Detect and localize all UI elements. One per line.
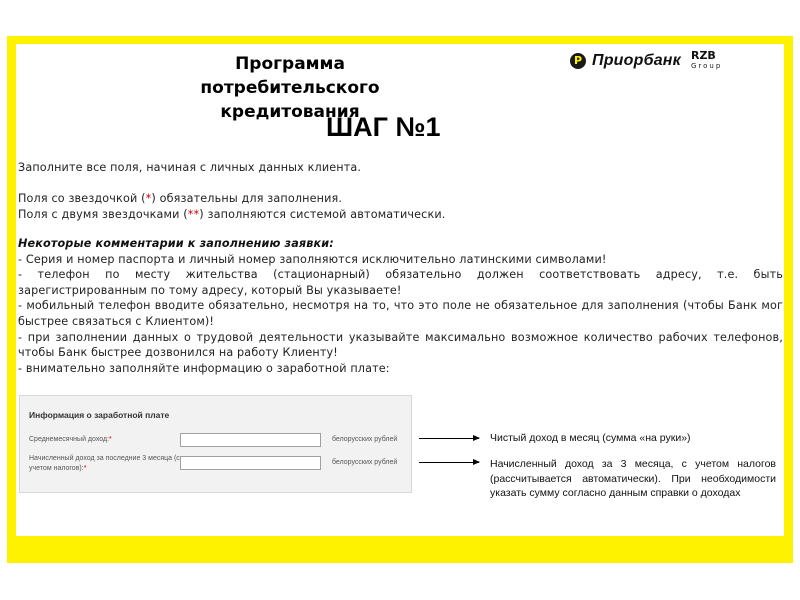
monthly-income-label-text: Среднемесячный доход: <box>29 436 110 443</box>
instruction-line-2-start: Поля со звездочкой ( <box>18 192 146 205</box>
instruction-line-3 <box>18 207 783 223</box>
comment-item: - телефон по месту жительства (стационарный) обязательно должен соответствовать адресу, т.е. быть зарегистрированным по тому адресу, который Вы указываете! <box>18 268 783 297</box>
salary-form-title: Информация о заработной плате <box>29 410 170 420</box>
monthly-income-unit: белорусских рублей <box>332 436 398 443</box>
double-star: ** <box>187 208 200 221</box>
instruction-line-2 <box>18 191 783 207</box>
three-month-income-unit: белорусских рублей <box>332 459 398 466</box>
gross-income-note: Начисленный доход за 3 месяца, с учетом налогов (рассчитывается автоматически). При необходимости указать сумму согласно данным справки о доходах <box>490 458 776 500</box>
three-month-income-label <box>29 454 189 474</box>
monthly-income-label <box>29 435 189 445</box>
comment-item: - Серия и номер паспорта и личный номер заполняются исключительно латинскими символами! <box>18 252 607 266</box>
rzb-group-logo <box>691 51 722 71</box>
required-star: * <box>83 465 87 472</box>
logo-group: Group <box>690 62 723 70</box>
comment-item: - мобильный телефон вводите обязательно, несмотря на то, что это поле не обязательное для заполнения (чтобы Банк мог быстрее связаться с Клиентом)! <box>18 299 783 328</box>
step-title: ШАГ №1 <box>326 112 441 142</box>
priorbank-logo <box>570 48 722 74</box>
logo-rzb: RZB <box>690 49 716 62</box>
single-star: * <box>145 192 152 205</box>
instruction-line-3-start: Поля с двумя звездочками ( <box>18 208 188 221</box>
arrow-right-icon <box>419 438 479 439</box>
three-month-income-label-text: Начисленный доход за последние 3 месяца (с учетом налогов): <box>29 455 180 472</box>
monthly-income-input[interactable] <box>180 433 321 447</box>
logo-name: Приорбанк <box>592 52 681 69</box>
instruction-line-3-end: ) заполняются системой автоматически. <box>199 208 446 221</box>
required-star: * <box>109 436 112 443</box>
net-income-note: Чистый доход в месяц (сумма «на руки») <box>490 432 691 444</box>
program-title: Программа потребительского кредитования <box>200 54 380 122</box>
comment-item: - при заполнении данных о трудовой деятельности указывайте максимально возможное количество рабочих телефонов, чтобы Банк быстрее дозвонился на работу Клиенту! <box>18 330 783 360</box>
salary-form-screenshot <box>19 395 412 493</box>
logo-mark-icon: P <box>570 53 586 69</box>
comments-block <box>18 236 783 376</box>
arrow-right-icon <box>419 462 479 463</box>
instruction-line-1: Заполните все поля, начиная с личных данных клиента. <box>18 161 362 174</box>
instruction-line-2-end: ) обязательны для заполнения. <box>151 192 343 205</box>
three-month-income-input[interactable] <box>180 456 321 470</box>
comment-item: - внимательно заполняйте информацию о заработной плате: <box>18 361 390 375</box>
comments-title: Некоторые комментарии к заполнению заявки: <box>18 237 334 250</box>
